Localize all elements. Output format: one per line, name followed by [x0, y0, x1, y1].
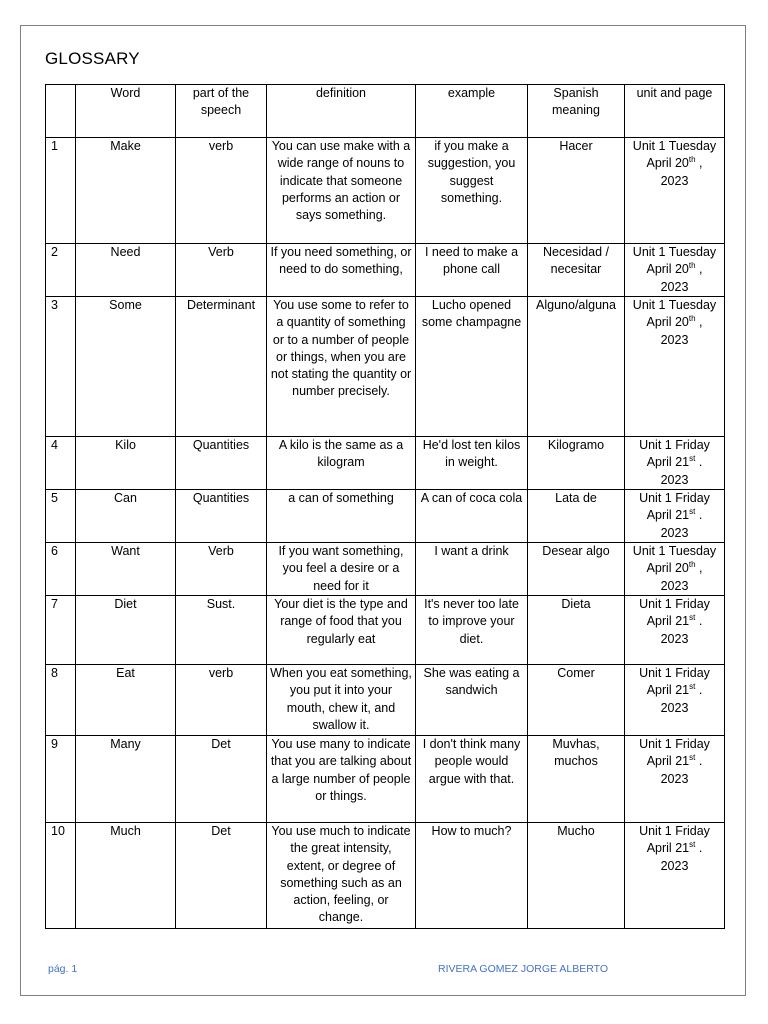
part-of-speech-cell: Quantities	[176, 490, 267, 543]
date-day: 21	[675, 683, 690, 698]
example-cell: She was eating a sandwich	[416, 665, 528, 736]
unit-and-page-cell: Unit 1 Tuesday April 20th , 2023	[625, 138, 725, 244]
unit-and-page-cell: Unit 1 Friday April 21st . 2023	[625, 665, 725, 736]
row-number: 10	[46, 823, 76, 929]
example-cell: I need to make a phone call	[416, 244, 528, 297]
word-cell: Want	[76, 543, 176, 596]
part-of-speech-cell: verb	[176, 138, 267, 244]
date-year: 2023	[660, 631, 689, 646]
unit-and-page-cell: Unit 1 Tuesday April 20th , 2023	[625, 543, 725, 596]
date-year: 2023	[660, 173, 689, 188]
part-of-speech-cell: verb	[176, 665, 267, 736]
table-row	[46, 490, 725, 543]
unit-and-page-cell: Unit 1 Tuesday April 20th , 2023	[625, 297, 725, 437]
part-of-speech-cell: Det	[176, 823, 267, 929]
date-ordinal: st	[689, 507, 696, 517]
word-cell: Can	[76, 490, 176, 543]
example-cell: I want a drink	[416, 543, 528, 596]
date-year: 2023	[660, 279, 689, 294]
unit-and-page-cell: Unit 1 Friday April 21st . 2023	[625, 437, 725, 490]
example-cell: How to much?	[416, 823, 528, 929]
unit-label: Unit 1 Tuesday	[632, 245, 717, 259]
date-ordinal: st	[689, 613, 696, 623]
header-unit-and-page: unit and page	[625, 85, 725, 138]
unit-and-page-cell: Unit 1 Tuesday April 20th , 2023	[625, 244, 725, 297]
table-row	[46, 736, 725, 823]
row-number: 7	[46, 596, 76, 665]
part-of-speech-cell: Verb	[176, 244, 267, 297]
table-row	[46, 297, 725, 437]
date-ordinal: st	[689, 753, 696, 763]
date-ordinal: st	[689, 840, 696, 850]
header-word: Word	[76, 85, 176, 138]
word-cell: Eat	[76, 665, 176, 736]
date-day: 20	[674, 315, 689, 330]
definition-cell: You use some to refer to a quantity of something or to a number of people or things, when you are not stating the quantity or number precisely.	[267, 297, 416, 437]
example-cell: It's never too late to improve your diet.	[416, 596, 528, 665]
header-example: example	[416, 85, 528, 138]
part-of-speech-cell: Sust.	[176, 596, 267, 665]
date-ordinal: th	[688, 560, 696, 570]
date-separator: ,	[699, 561, 703, 576]
example-cell: if you make a suggestion, you suggest something.	[416, 138, 528, 244]
date-day: 20	[674, 561, 689, 576]
spanish-meaning-cell: Muvhas, muchos	[528, 736, 625, 823]
spanish-meaning-cell: Kilogramo	[528, 437, 625, 490]
word-cell: Need	[76, 244, 176, 297]
unit-and-page-cell: Unit 1 Friday April 21st . 2023	[625, 490, 725, 543]
date-separator: ,	[699, 156, 703, 171]
date-ordinal: st	[689, 454, 696, 464]
definition-cell: If you want something, you feel a desire or a need for it	[267, 543, 416, 596]
word-cell: Make	[76, 138, 176, 244]
unit-label: Unit 1 Friday	[639, 597, 710, 611]
date-ordinal: th	[688, 314, 696, 324]
unit-label: Unit 1 Friday	[639, 491, 710, 505]
unit-label: Unit 1 Tuesday	[632, 298, 717, 312]
table-row	[46, 596, 725, 665]
spanish-meaning-cell: Desear algo	[528, 543, 625, 596]
date-separator: .	[698, 841, 703, 856]
date-ordinal: th	[688, 261, 696, 271]
glossary-table	[45, 84, 725, 929]
header-number	[46, 85, 76, 138]
date-day: 21	[675, 754, 690, 769]
page-title: GLOSSARY	[45, 49, 140, 68]
row-number: 9	[46, 736, 76, 823]
date-separator: .	[698, 455, 703, 470]
definition-cell: Your diet is the type and range of food that you regularly eat	[267, 596, 416, 665]
row-number: 5	[46, 490, 76, 543]
spanish-meaning-cell: Alguno/alguna	[528, 297, 625, 437]
date-year: 2023	[660, 858, 689, 873]
unit-label: Unit 1 Tuesday	[632, 544, 717, 558]
row-number: 1	[46, 138, 76, 244]
definition-cell: You can use make with a wide range of nouns to indicate that someone performs an action or says something.	[267, 138, 416, 244]
date-year: 2023	[660, 525, 689, 540]
unit-and-page-cell: Unit 1 Friday April 21st . 2023	[625, 736, 725, 823]
word-cell: Many	[76, 736, 176, 823]
row-number: 4	[46, 437, 76, 490]
word-cell: Much	[76, 823, 176, 929]
date-day: 21	[675, 614, 690, 629]
part-of-speech-cell: Verb	[176, 543, 267, 596]
unit-label: Unit 1 Friday	[639, 438, 710, 452]
footer-page-number: pág. 1	[48, 963, 78, 975]
header-part-of-speech: part of the speech	[176, 85, 267, 138]
part-of-speech-cell: Determinant	[176, 297, 267, 437]
date-separator: .	[698, 614, 703, 629]
table-row	[46, 138, 725, 244]
header-row	[46, 85, 725, 138]
spanish-meaning-cell: Hacer	[528, 138, 625, 244]
definition-cell: You use much to indicate the great intensity, extent, or degree of something such as an action, feeling, or change.	[267, 823, 416, 929]
spanish-meaning-cell: Comer	[528, 665, 625, 736]
spanish-meaning-cell: Mucho	[528, 823, 625, 929]
date-year: 2023	[660, 332, 689, 347]
date-day: 21	[675, 841, 690, 856]
date-ordinal: th	[688, 155, 696, 165]
example-cell: I don't think many people would argue with that.	[416, 736, 528, 823]
date-day: 20	[674, 156, 689, 171]
unit-label: Unit 1 Friday	[639, 737, 710, 751]
date-ordinal: st	[689, 682, 696, 692]
row-number: 2	[46, 244, 76, 297]
example-cell: He'd lost ten kilos in weight.	[416, 437, 528, 490]
definition-cell: If you need something, or need to do something,	[267, 244, 416, 297]
row-number: 3	[46, 297, 76, 437]
table-row	[46, 665, 725, 736]
row-number: 6	[46, 543, 76, 596]
row-number: 8	[46, 665, 76, 736]
word-cell: Kilo	[76, 437, 176, 490]
unit-label: Unit 1 Friday	[639, 824, 710, 838]
unit-and-page-cell: Unit 1 Friday April 21st . 2023	[625, 823, 725, 929]
word-cell: Some	[76, 297, 176, 437]
example-cell: Lucho opened some champagne	[416, 297, 528, 437]
date-year: 2023	[660, 771, 689, 786]
table-row	[46, 244, 725, 297]
spanish-meaning-cell: Dieta	[528, 596, 625, 665]
date-day: 20	[674, 262, 689, 277]
footer-author: RIVERA GOMEZ JORGE ALBERTO	[438, 963, 608, 975]
date-separator: .	[698, 683, 703, 698]
definition-cell: A kilo is the same as a kilogram	[267, 437, 416, 490]
unit-label: Unit 1 Friday	[639, 666, 710, 680]
definition-cell: You use many to indicate that you are talking about a large number of people or things.	[267, 736, 416, 823]
definition-cell: When you eat something, you put it into your mouth, chew it, and swallow it.	[267, 665, 416, 736]
header-spanish-meaning: Spanish meaning	[528, 85, 625, 138]
table-row	[46, 543, 725, 596]
definition-cell: a can of something	[267, 490, 416, 543]
date-year: 2023	[660, 578, 689, 593]
date-separator: ,	[699, 315, 703, 330]
date-separator: ,	[699, 262, 703, 277]
date-separator: .	[698, 754, 703, 769]
date-year: 2023	[660, 472, 689, 487]
date-day: 21	[675, 508, 690, 523]
part-of-speech-cell: Quantities	[176, 437, 267, 490]
unit-label: Unit 1 Tuesday	[632, 139, 717, 153]
date-year: 2023	[660, 700, 689, 715]
word-cell: Diet	[76, 596, 176, 665]
unit-and-page-cell: Unit 1 Friday April 21st . 2023	[625, 596, 725, 665]
header-definition: definition	[267, 85, 416, 138]
table-row	[46, 823, 725, 929]
example-cell: A can of coca cola	[416, 490, 528, 543]
table-row	[46, 437, 725, 490]
date-day: 21	[675, 455, 690, 470]
date-separator: .	[698, 508, 703, 523]
spanish-meaning-cell: Lata de	[528, 490, 625, 543]
spanish-meaning-cell: Necesidad / necesitar	[528, 244, 625, 297]
part-of-speech-cell: Det	[176, 736, 267, 823]
